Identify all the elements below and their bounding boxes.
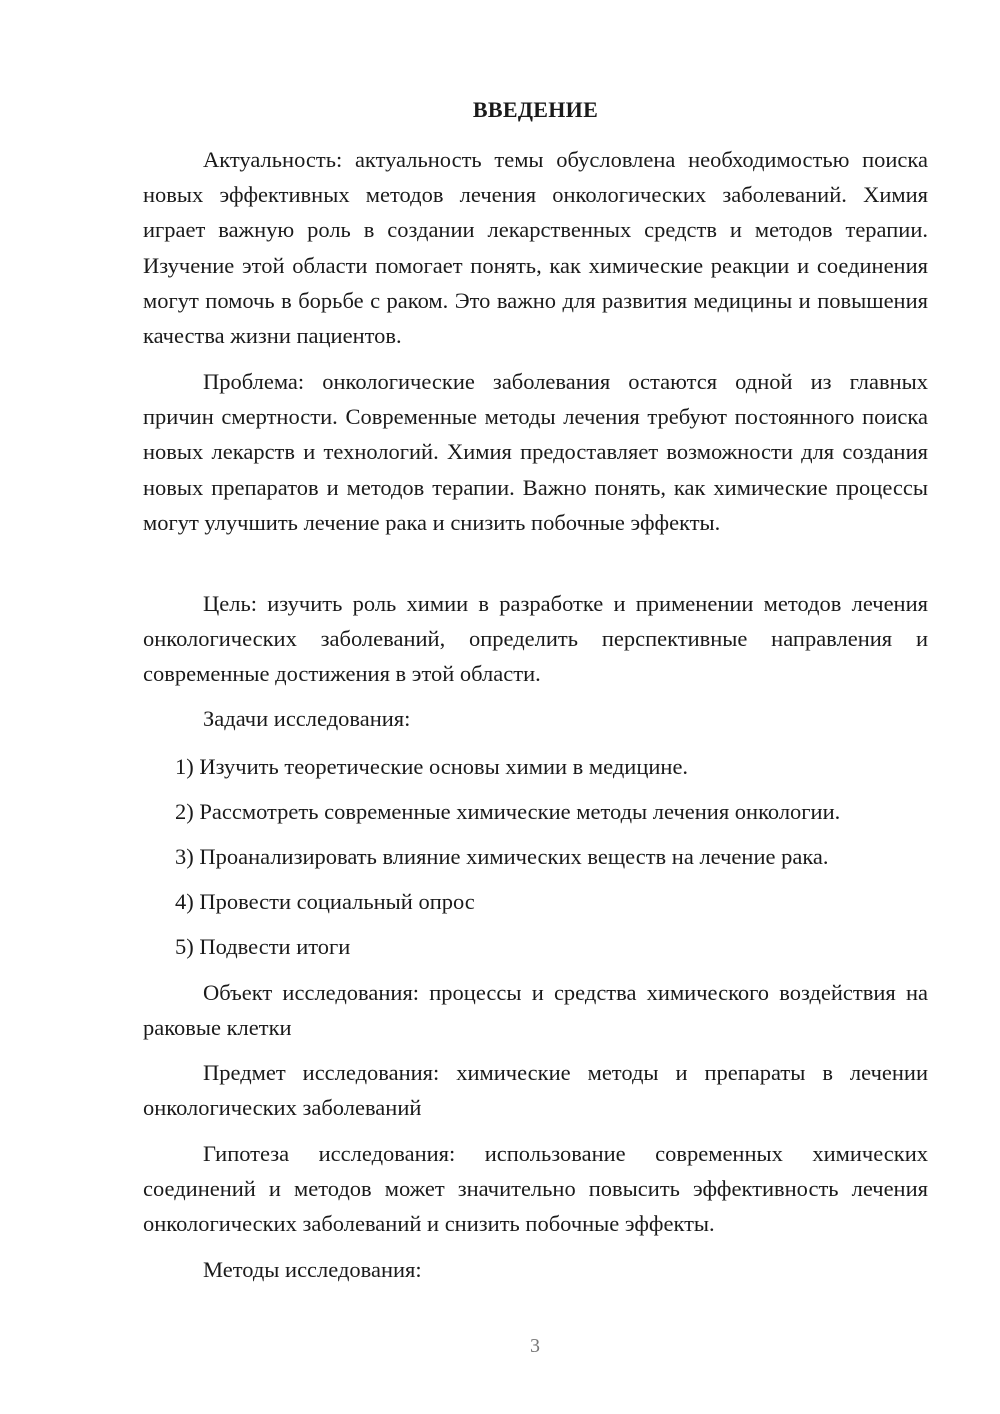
paragraph-subject: Предмет исследования: химические методы и препараты в лечении онкологических заболеваний	[143, 1060, 928, 1121]
page-number: 3	[530, 1335, 540, 1357]
paragraph-problem: Проблема: онкологические заболевания остаются одной из главных причин смертности. Современные методы лечения требуют постоянного поиска новых лекарств и технологий. Химия предоставляет возможности для создания новых препаратов и методов терапии. Важно понять, как химические процессы могут улучшить лечение рака и снизить побочные эффекты.	[143, 369, 928, 535]
task-item-5: 5) Подвести итоги	[175, 934, 351, 959]
task-item-2: 2) Рассмотреть современные химические методы лечения онкологии.	[175, 799, 841, 824]
task-item-3: 3) Проанализировать влияние химических веществ на лечение рака.	[175, 844, 829, 869]
paragraph-goal: Цель: изучить роль химии в разработке и применении методов лечения онкологических заболеваний, определить перспективные направления и современные достижения в этой области.	[143, 591, 928, 687]
paragraph-object: Объект исследования: процессы и средства химического воздействия на раковые клетки	[143, 980, 928, 1041]
paragraph-hypothesis: Гипотеза исследования: использование современных химических соединений и методов может значительно повысить эффективность лечения онкологических заболеваний и снизить побочные эффекты.	[143, 1141, 928, 1237]
paragraph-methods-title: Методы исследования:	[203, 1257, 422, 1282]
section-heading: ВВЕДЕНИЕ	[472, 97, 599, 122]
paragraph-tasks-title: Задачи исследования:	[203, 706, 411, 731]
paragraph-relevance: Актуальность: актуальность темы обусловлена необходимостью поиска новых эффективных методов лечения онкологических заболеваний. Химия играет важную роль в создании лекарственных средств и методов терапии. Изучение этой области помогает понять, как химические реакции и соединения могут помочь в борьбе с раком. Это важно для развития медицины и повышения качества жизни пациентов.	[143, 147, 928, 349]
task-item-4: 4) Провести социальный опрос	[175, 889, 475, 914]
task-item-1: 1) Изучить теоретические основы химии в медицине.	[175, 754, 689, 779]
